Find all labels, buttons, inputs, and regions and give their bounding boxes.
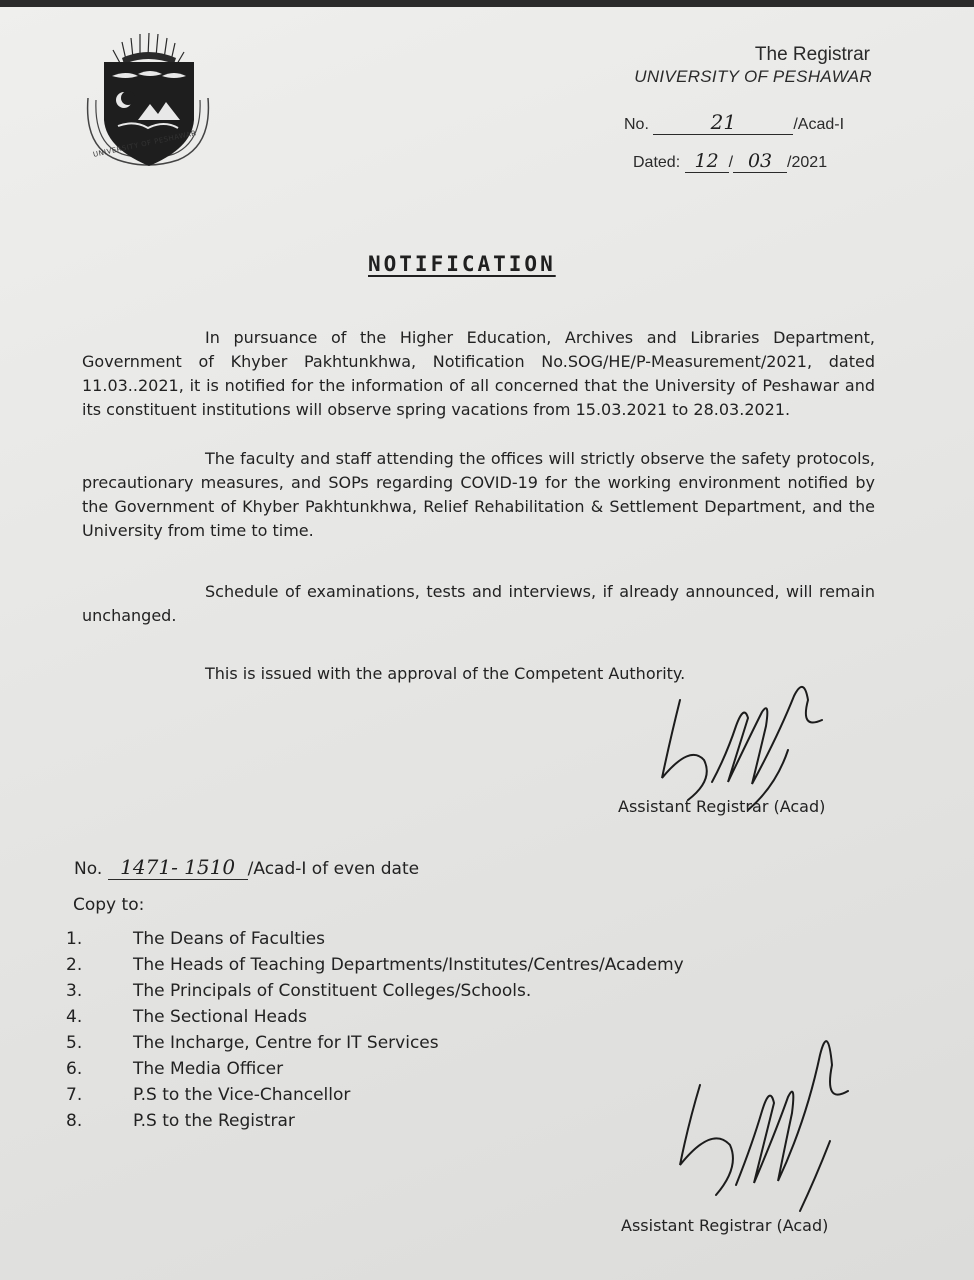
paragraph-1: In pursuance of the Higher Education, Archives and Libraries Department, Government of Khyber Pakhtunkhwa, Notification No.SOG/HE/P-Measurement/2021, dated 11.03..2021, it is notified for the information of all concerned that the University of Peshawar and its constituent institutions will observe spring vacations from 15.03.2021 to 28.03.2021. [82, 328, 875, 419]
paragraph-2: The faculty and staff attending the offices will strictly observe the safety protocols, precautionary measures, and SOPs regarding COVID-19 for the working environment notified by the Government of Khyber Pakhtunkhwa, Relief Rehabilitation & Settlement Department, and the University from time to time. [82, 449, 875, 540]
list-item: 6. The Media Officer [66, 1059, 284, 1079]
university-name: UNIVERSITY OF PESHAWAR [634, 67, 872, 86]
list-item: 3. The Principals of Constituent Colleges/Schools. [66, 981, 532, 1001]
dated-line: Dated: 12 / 03 /2021 [633, 150, 828, 172]
copy-to-label: Copy to: [73, 895, 145, 915]
ref-no-value: 21 [653, 110, 793, 135]
paragraph-3: Schedule of examinations, tests and interviews, if already announced, will remain unchanged. [82, 582, 875, 625]
notification-title: NOTIFICATION [368, 252, 556, 276]
dated-day: 12 [685, 150, 729, 173]
endorsement-number [74, 855, 419, 880]
crest-ring-text: UNIVERSITY OF PESHAWAR [92, 129, 198, 159]
signature-1 [640, 660, 850, 820]
list-item: 2. The Heads of Teaching Departments/Institutes/Centres/Academy [66, 955, 684, 975]
ref-no-suffix: /Acad-I [793, 116, 845, 133]
list-item: 7. P.S to the Vice-Chancellor [66, 1085, 351, 1105]
paragraph-4: This is issued with the approval of the Competent Authority. [205, 664, 686, 683]
top-border [0, 0, 974, 7]
signatory-1: Assistant Registrar (Acad) [618, 797, 826, 816]
list-item: 1. The Deans of Faculties [66, 929, 325, 949]
dated-label: Dated: [633, 154, 681, 171]
dated-year: /2021 [787, 154, 828, 171]
ref-no-label: No. [624, 116, 649, 133]
signature-2 [660, 1015, 860, 1215]
signatory-2: Assistant Registrar (Acad) [621, 1216, 829, 1235]
copy-to-list [66, 929, 684, 1137]
dated-month: 03 [733, 150, 787, 173]
reference-number [624, 110, 844, 135]
endorsement-suffix: /Acad-I of even date [247, 859, 420, 879]
endorsement-no-value: 1471- 1510 [108, 855, 248, 880]
list-item: 8. P.S to the Registrar [66, 1111, 295, 1131]
office-title: The Registrar [754, 44, 870, 65]
list-item: 4. The Sectional Heads [66, 1007, 308, 1027]
endorsement-no-label: No. [74, 859, 103, 879]
list-item: 5. The Incharge, Centre for IT Services [66, 1033, 439, 1053]
